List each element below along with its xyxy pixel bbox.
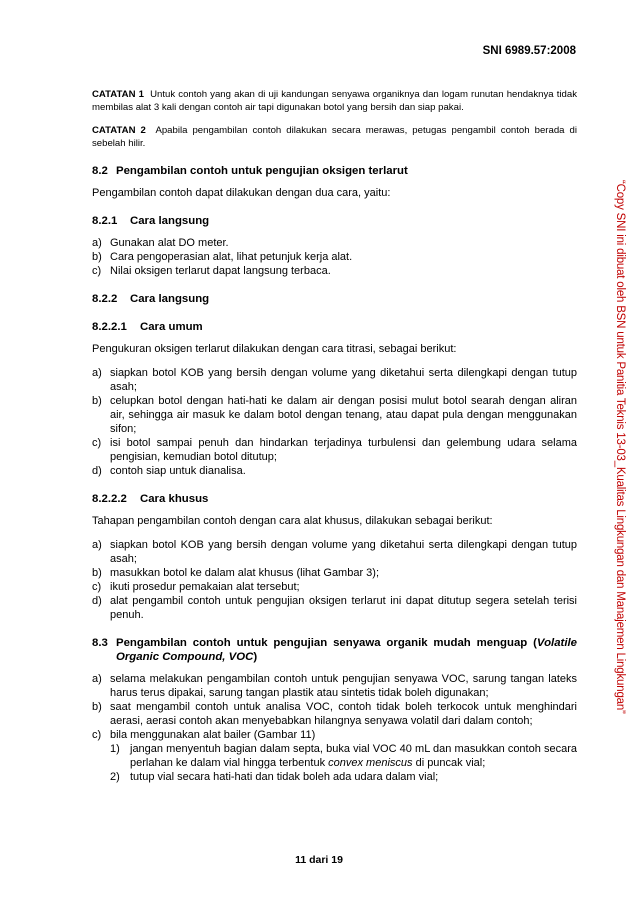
list-text: celupkan botol dengan hati-hati ke dalam air dengan posisi mulut botol searah dengan aliran air, sehingga air masuk ke dalam botol dengan tenang, atau dapat pula dengan menggunakan sifon;: [110, 395, 577, 435]
list-item: [92, 580, 577, 594]
list-item: [92, 436, 577, 464]
list-text: siapkan botol KOB yang bersih dengan volume yang diketahui serta dilengkapi dengan tutup asah;: [110, 539, 577, 565]
section-8-3-list: [92, 672, 577, 784]
copyright-watermark: “Copy SNI ini dibuat oleh BSN untuk Panitia Teknis 13-03_Kualitas Lingkungan dan Manajemen Lingkungan”: [614, 180, 626, 714]
list-item: [92, 594, 577, 622]
sub-list-item: [110, 770, 577, 784]
paragraph: Tahapan pengambilan contoh dengan cara alat khusus, dilakukan sebagai berikut:: [92, 515, 493, 527]
list-text: ikuti prosedur pemakaian alat tersebut;: [110, 581, 300, 593]
list-text: masukkan botol ke dalam alat khusus (lihat Gambar 3);: [110, 567, 380, 579]
list-marker: b): [92, 701, 102, 713]
list-text: Cara pengoperasian alat, lihat petunjuk kerja alat.: [110, 251, 353, 263]
note-text: Apabila pengambilan contoh dilakukan secara merawas, petugas pengambil contoh berada di sebelah hilir.: [92, 125, 577, 149]
section-8-2-2-2-list: [92, 538, 577, 622]
section-8-3-heading: [92, 636, 577, 664]
list-item: [92, 700, 577, 728]
list-item: [92, 366, 577, 394]
note-1: [92, 88, 577, 114]
section-8-2-2-1-list: [92, 366, 577, 478]
section-number: 8.3: [92, 637, 108, 649]
list-item: [92, 566, 577, 580]
list-marker: a): [92, 539, 102, 551]
section-title: Cara khusus: [140, 493, 209, 505]
section-title-end: ): [253, 651, 258, 663]
section-8-2-2-heading: [92, 292, 577, 306]
list-text: saat mengambil contoh untuk analisa VOC, contoh tidak boleh terkocok untuk menghindari aerasi, aerasi contoh akan menyebabkan hilangnya senyawa volatil dari dalam contoh;: [110, 701, 577, 727]
list-item: [92, 264, 577, 278]
list-marker: a): [92, 673, 102, 685]
section-8-2-heading: [92, 164, 577, 178]
list-item: [92, 464, 577, 478]
section-number: 8.2.2: [92, 293, 118, 305]
list-text: selama melakukan pengambilan contoh untuk pengujian senyawa VOC, sarung tangan lateks harus terus dipakai, sarung tangan plastik atau sintetis tidak boleh digunakan;: [110, 673, 577, 699]
list-item: [92, 538, 577, 566]
section-title: Pengambilan contoh untuk pengujian oksigen terlarut: [116, 165, 408, 177]
section-number: 8.2.1: [92, 215, 118, 227]
list-text: siapkan botol KOB yang bersih dengan volume yang diketahui serta dilengkapi dengan tutup asah;: [110, 367, 577, 393]
sub-list: [110, 742, 577, 784]
list-text: alat pengambil contoh untuk pengujian oksigen terlarut ini dapat ditutup segera setelah terisi penuh.: [110, 595, 577, 621]
list-marker: b): [92, 251, 102, 263]
section-8-2-1-heading: [92, 214, 577, 228]
section-number: 8.2: [92, 165, 108, 177]
text-italic: convex meniscus: [328, 757, 413, 769]
list-marker: b): [92, 567, 102, 579]
list-text: bila menggunakan alat bailer (Gambar 11): [110, 729, 316, 741]
list-marker: d): [92, 465, 102, 477]
list-item: [92, 394, 577, 436]
list-marker: c): [92, 729, 102, 741]
note-label: CATATAN 1: [92, 89, 144, 100]
paragraph: Pengukuran oksigen terlarut dilakukan dengan cara titrasi, sebagai berikut:: [92, 343, 457, 355]
list-text: isi botol sampai penuh dan hindarkan terjadinya turbulensi dan gelembung udara selama pengisian, kemudian botol ditutup;: [110, 437, 577, 463]
list-item: [92, 672, 577, 700]
page-number: 11 dari 19: [295, 854, 343, 866]
note-text: Untuk contoh yang akan di uji kandungan senyawa organiknya dan logam runutan hendaknya tidak membilas alat 3 kali dengan contoh air tapi digunakan botol yang bersih dan siap pakai.: [92, 89, 577, 113]
section-title: Cara langsung: [130, 215, 210, 227]
list-marker: b): [92, 395, 102, 407]
list-item: [92, 728, 577, 784]
list-text: tutup vial secara hati-hati dan tidak boleh ada udara dalam vial;: [130, 771, 439, 783]
list-text: Gunakan alat DO meter.: [110, 237, 229, 249]
list-marker: c): [92, 265, 102, 277]
sub-list-item: [110, 742, 577, 770]
section-number: 8.2.2.2: [92, 493, 127, 505]
list-marker: c): [92, 581, 102, 593]
section-number: 8.2.2.1: [92, 321, 127, 333]
section-8-2-1-list: [92, 236, 577, 278]
note-2: [92, 124, 577, 150]
section-title-text: Pengambilan contoh untuk pengujian senyawa organik mudah menguap (: [116, 637, 537, 649]
section-8-2-2-2-heading: [92, 492, 577, 506]
list-item: [92, 236, 577, 250]
paragraph: Pengambilan contoh dapat dilakukan dengan dua cara, yaitu:: [92, 187, 391, 199]
page-content: [92, 88, 577, 794]
list-marker: d): [92, 595, 102, 607]
section-title: [116, 636, 577, 664]
section-title: Cara umum: [140, 321, 203, 333]
list-marker: 1): [110, 743, 120, 755]
standard-code: SNI 6989.57:2008: [482, 45, 576, 57]
section-title: Cara langsung: [130, 293, 210, 305]
list-marker: a): [92, 367, 102, 379]
list-text: [130, 743, 577, 769]
text-after: di puncak vial;: [412, 757, 486, 769]
list-marker: a): [92, 237, 102, 249]
list-marker: c): [92, 437, 102, 449]
list-text: contoh siap untuk dianalisa.: [110, 465, 246, 477]
note-label: CATATAN 2: [92, 125, 146, 136]
section-8-2-2-1-heading: [92, 320, 577, 334]
section-title-italic: Volatile Organic Compound, VOC: [116, 637, 577, 663]
list-marker: 2): [110, 771, 120, 783]
list-item: [92, 250, 577, 264]
list-text: Nilai oksigen terlarut dapat langsung terbaca.: [110, 265, 331, 277]
text-before: jangan menyentuh bagian dalam septa, buka vial VOC 40 mL dan masukkan contoh secara perlahan ke dalam vial hingga terbentuk: [130, 743, 577, 769]
